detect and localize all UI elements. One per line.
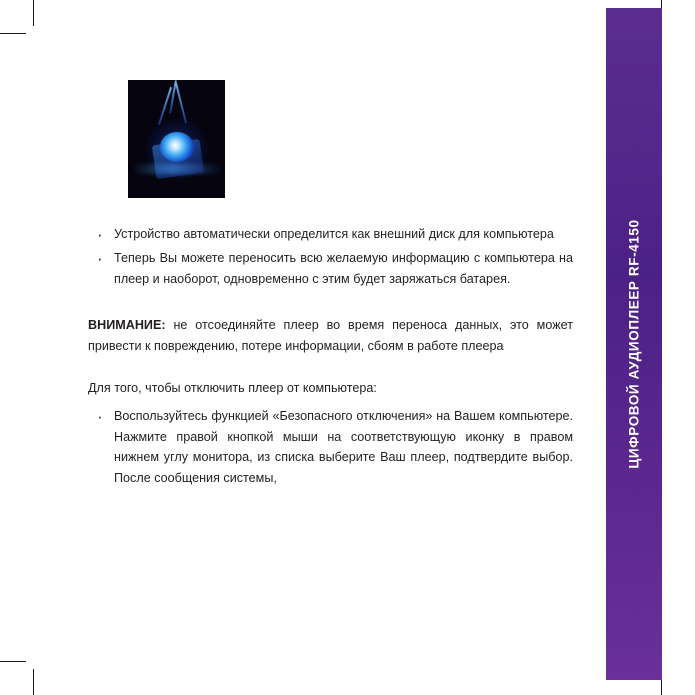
list-item: · Воспользуйтесь функцией «Безопасного отключения» на Вашем компьютере. Нажмите правой кнопкой мыши на соответствующую иконку в правом нижнем углу монитора, из списка выберите Ваш плеер, подтвердите выбор. После сообщения системы, (88, 406, 573, 488)
usb-connection-photo (128, 80, 225, 198)
warning-text: не отсоединяйте плеер во время переноса данных, это может привести к повреждению, потере информации, сбоям в работе плеера (88, 318, 573, 353)
bullet-list-top (88, 224, 573, 289)
crop-mark-top-left-horizontal (0, 33, 26, 34)
bullet-list-bottom (88, 406, 573, 488)
spacer (88, 293, 573, 315)
intro-paragraph: Для того, чтобы отключить плеер от компьютера: (88, 380, 377, 395)
spacer (88, 356, 573, 378)
list-item: · Устройство автоматически определится как внешний диск для компьютера (88, 224, 573, 244)
warning-paragraph (88, 315, 573, 356)
photo-light-streak (132, 164, 222, 174)
crop-mark-bottom-left-vertical (33, 669, 34, 695)
crop-mark-top-left-vertical (33, 0, 34, 26)
spacer (88, 398, 573, 406)
content-column (88, 80, 573, 492)
side-tab-banner (606, 8, 662, 680)
photo-glow-core (160, 132, 194, 162)
crop-mark-bottom-left-horizontal (0, 661, 26, 662)
list-item: · Теперь Вы можете переносить всю желаемую информацию с компьютера на плеер и наоборот, одновременно с этим будет заряжаться батарея. (88, 248, 573, 289)
warning-label: ВНИМАНИЕ: (88, 318, 166, 333)
side-tab-label: ЦИФРОВОЙ АУДИОПЛЕЕР RF-4150 (626, 219, 642, 469)
